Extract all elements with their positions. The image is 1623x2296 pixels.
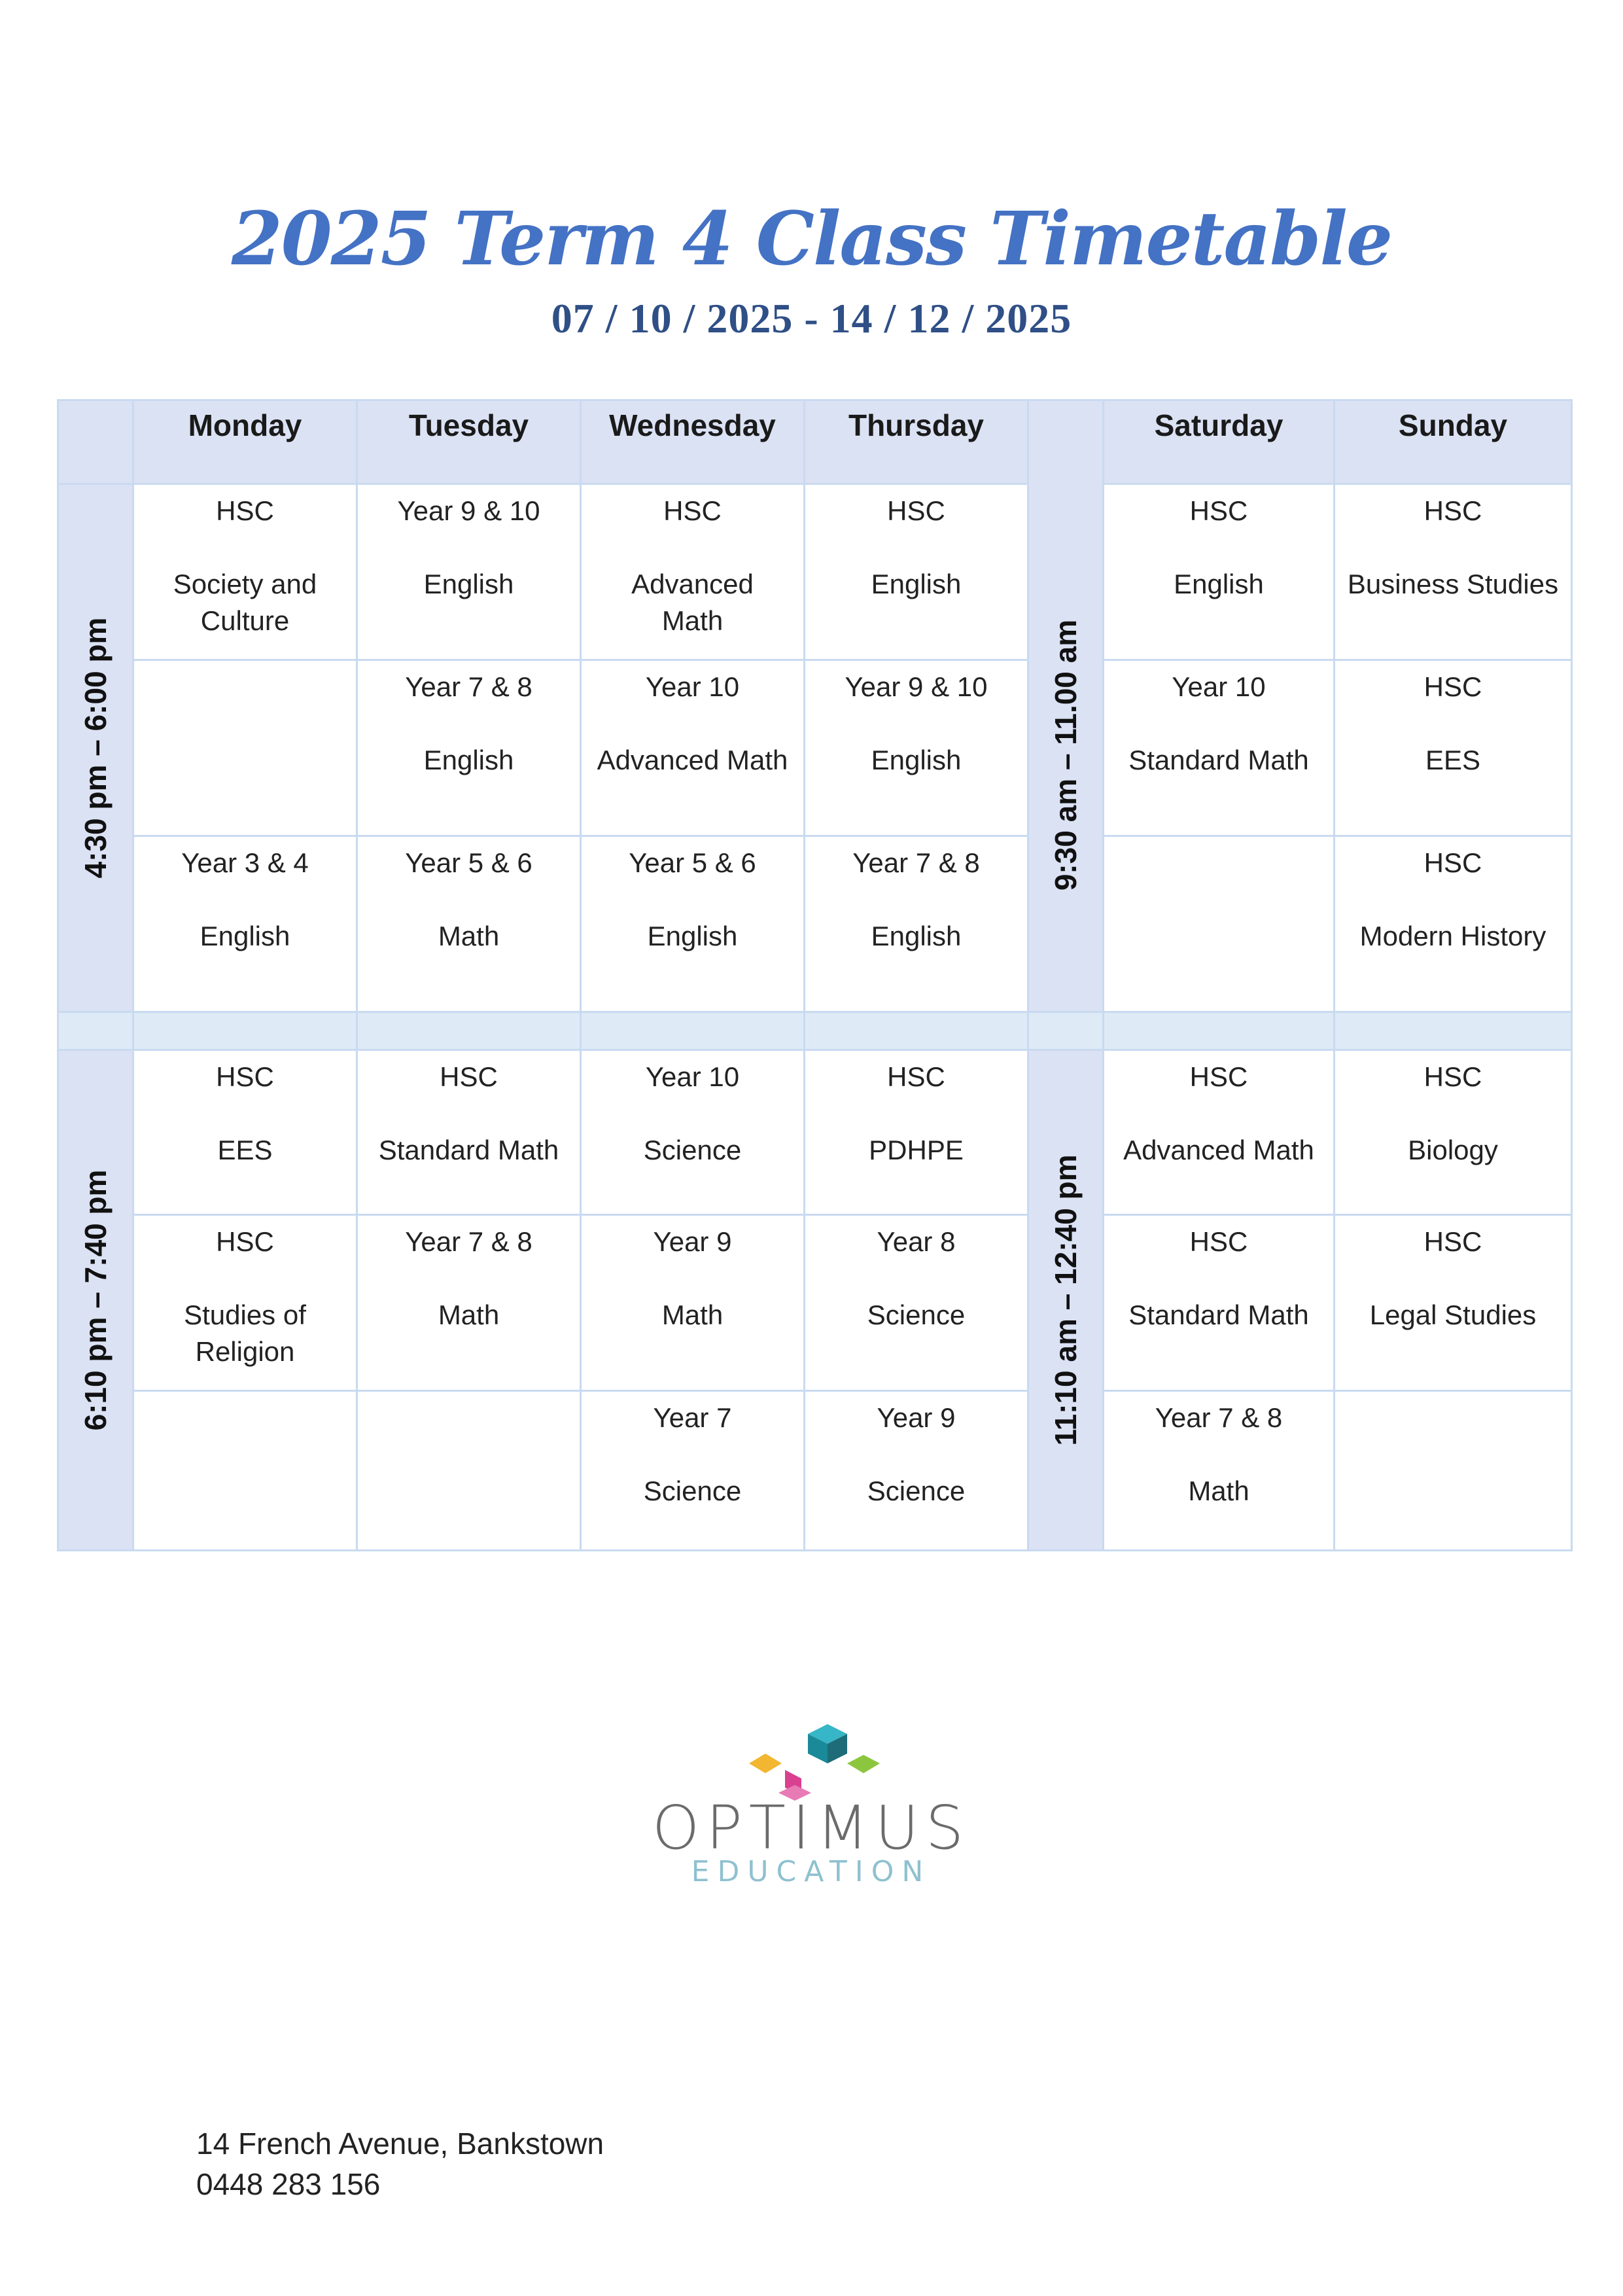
class-level: Year 7 & 8 [852,847,980,878]
block1-row1 [58,484,1572,660]
class-subject: Advanced Math [1123,1135,1314,1165]
class-level: Year 3 & 4 [181,847,309,878]
class-cell [133,1050,357,1215]
class-subject: Advanced Math [631,569,754,636]
class-cell [357,1050,581,1215]
class-subject: Society and Culture [173,569,317,636]
class-level: Year 7 [653,1402,732,1433]
class-level: Year 9 & 10 [397,495,540,526]
class-level: HSC [1423,671,1482,702]
class-level: HSC [1189,1226,1248,1257]
class-level: Year 9 & 10 [845,671,988,702]
logo-mark-yellow [749,1754,782,1773]
class-level: Year 8 [877,1226,956,1257]
class-cell [1335,484,1572,660]
class-subject: English [647,921,738,951]
class-level: HSC [216,495,274,526]
logo-tagline: EDUCATION [691,1855,932,1888]
class-subject: Science [867,1475,966,1506]
class-cell [805,836,1028,1012]
class-subject: English [423,569,514,599]
class-cell [1335,1391,1572,1551]
timetable-grid [57,399,1573,1551]
class-subject: English [871,569,962,599]
class-cell [805,1050,1028,1215]
class-subject: Legal Studies [1369,1299,1537,1330]
contact-block [196,2123,604,2204]
class-subject: English [200,921,290,951]
class-subject: Science [643,1475,742,1506]
class-level: Year 7 & 8 [405,671,532,702]
weekday-time-cell-2 [58,1050,133,1551]
timetable-title: 2025 Term 4 Class Timetable [231,196,1392,282]
weekend-time-label-1: 9:30 am – 11.00 am [1049,619,1083,891]
class-subject: Standard Math [378,1135,559,1165]
weekday-time-cell-1 [58,484,133,1012]
class-level: Year 9 [653,1226,732,1257]
class-level: HSC [1423,1061,1482,1092]
class-cell [805,484,1028,660]
logo-mark-green [847,1755,880,1773]
class-subject: English [423,745,514,775]
class-subject: PDHPE [869,1135,964,1165]
class-cell [581,1215,805,1391]
weekday-time-label-1: 4:30 pm – 6:00 pm [79,617,113,879]
class-cell [1104,1391,1335,1551]
class-cell [1335,1050,1572,1215]
class-level: HSC [440,1061,498,1092]
class-subject: Biology [1408,1135,1498,1165]
class-cell [357,1215,581,1391]
class-cell [357,484,581,660]
class-subject: EES [217,1135,273,1165]
class-subject: Science [867,1299,966,1330]
class-cell [581,836,805,1012]
class-cell [1104,1050,1335,1215]
date-range: 07 / 10 / 2025 - 14 / 12 / 2025 [551,295,1072,342]
class-level: HSC [887,1061,945,1092]
class-level: HSC [1423,1226,1482,1257]
block1-row3 [58,836,1572,1012]
class-level: Year 10 [645,1061,740,1092]
class-level: Year 7 & 8 [1155,1402,1283,1433]
day-header-sunday: Sunday [1335,400,1572,484]
class-level: HSC [1189,1061,1248,1092]
class-cell [357,660,581,836]
class-cell [1104,660,1335,836]
weekend-time-cell-1 [1028,400,1104,1012]
class-level: HSC [887,495,945,526]
class-subject: Advanced Math [597,745,788,775]
weekend-time-cell-2 [1028,1050,1104,1551]
class-subject: English [871,745,962,775]
block1-row2 [58,660,1572,836]
class-level: HSC [216,1061,274,1092]
class-cell [133,1215,357,1391]
class-subject: Math [438,1299,500,1330]
class-level: HSC [1423,847,1482,878]
class-cell [133,1391,357,1551]
corner-cell [58,400,133,484]
class-level: Year 9 [877,1402,956,1433]
class-subject: Science [643,1135,742,1165]
class-cell [357,836,581,1012]
class-level: Year 10 [1172,671,1266,702]
class-level: Year 10 [645,671,740,702]
class-cell [581,1050,805,1215]
class-subject: English [1174,569,1264,599]
class-subject: English [871,921,962,951]
class-level: HSC [663,495,722,526]
class-subject: Standard Math [1128,1299,1309,1330]
class-cell [357,1391,581,1551]
class-cell [805,1215,1028,1391]
class-cell [133,660,357,836]
class-subject: Modern History [1359,921,1546,951]
class-cell [1104,484,1335,660]
class-cell [1104,836,1335,1012]
class-level: Year 5 & 6 [405,847,532,878]
class-cell [133,484,357,660]
header-row [58,400,1572,484]
class-cell [133,836,357,1012]
class-subject: Studies of Religion [184,1299,306,1367]
class-cell [1104,1215,1335,1391]
class-cell [1335,1215,1572,1391]
class-cell [581,1391,805,1551]
separator-row [58,1012,1572,1050]
class-subject: Math [438,921,500,951]
day-header-saturday: Saturday [1104,400,1335,484]
class-level: HSC [1423,495,1482,526]
class-cell [805,660,1028,836]
class-subject: Math [661,1299,724,1330]
address: 14 French Avenue, Bankstown [196,2127,604,2161]
class-cell [1335,660,1572,836]
phone-number: 0448 283 156 [196,2167,381,2201]
class-subject: EES [1425,745,1481,775]
block2-row2 [58,1215,1572,1391]
weekday-time-label-2: 6:10 pm – 7:40 pm [79,1169,113,1431]
class-subject: Business Studies [1347,569,1559,599]
day-header-tuesday: Tuesday [357,400,581,484]
class-level: HSC [216,1226,274,1257]
block2-row3 [58,1391,1572,1551]
day-header-thursday: Thursday [805,400,1028,484]
logo-name: OPTIMUS [652,1793,971,1863]
block2-row1 [58,1050,1572,1215]
class-cell [1335,836,1572,1012]
class-cell [805,1391,1028,1551]
day-header-wednesday: Wednesday [581,400,805,484]
class-cell [581,660,805,836]
class-cell [581,484,805,660]
class-level: Year 5 & 6 [629,847,756,878]
class-subject: Math [1188,1475,1249,1506]
class-level: HSC [1189,495,1248,526]
weekend-time-label-2: 11:10 am – 12:40 pm [1049,1154,1083,1446]
day-header-monday: Monday [133,400,357,484]
class-subject: Standard Math [1128,745,1309,775]
class-level: Year 7 & 8 [405,1226,532,1257]
